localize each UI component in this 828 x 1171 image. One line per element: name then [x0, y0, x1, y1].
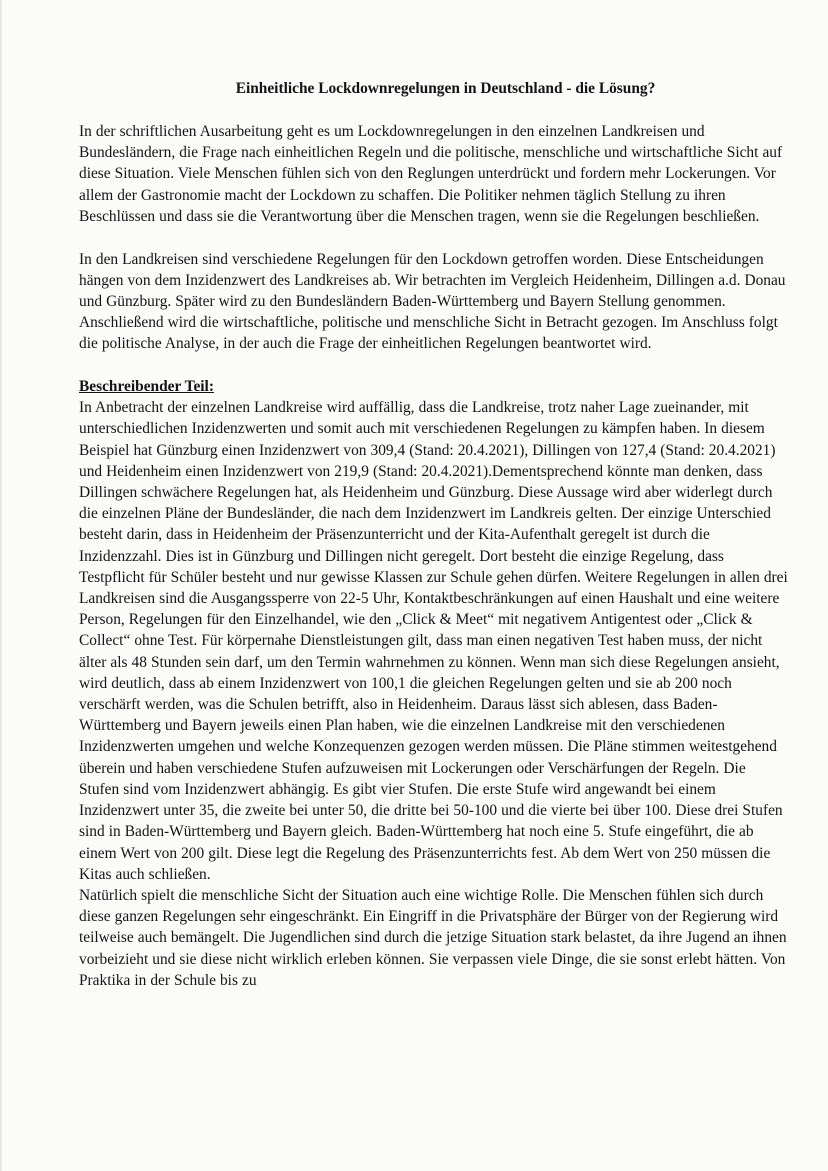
intro-paragraph-2: In den Landkreisen sind verschiedene Regelungen für den Lockdown getroffen worden. Diese Entscheidungen hängen von dem Inzidenzwert des Landkreises ab. Wir betrachten im Vergleich Heidenheim, Dillingen a.d. Donau und Günzburg. Später wird zu den Bundesländern Baden-Württemberg und Bayern Stellung genommen. Anschließend wird die wirtschaftliche, politische und menschliche Sicht in Betracht gezogen. Im Anschluss folgt die politische Analyse, in der auch die Frage der einheitlichen Regelungen beantwortet wird.	[79, 250, 786, 353]
document-title: Einheitliche Lockdownregelungen in Deutschland - die Lösung?	[235, 80, 656, 97]
section-paragraph-2: Natürlich spielt die menschliche Sicht der Situation auch eine wichtige Rolle. Die Menschen fühlen sich durch diese ganzen Regelungen sehr eingeschränkt. Ein Eingriff in die Privatsphäre der Bürger von der Regierung wird teilweise auch bemängelt. Die Jugendlichen sind durch die jetzige Situation stark belastet, da ihre Jugend an ihnen vorbeizieht und sie diese nicht wirklich erleben können. Sie verpassen viele Dinge, die sie sonst erlebt hätten. Von Praktika in der Schule bis zu	[79, 886, 787, 989]
section-paragraph-1: In Anbetracht der einzelnen Landkreise wird auffällig, dass die Landkreise, trotz naher Lage zueinander, mit unterschiedlichen Inzidenzwerten und somit auch mit verschiedenen Regelungen zu kämpfen haben. In diesem Beispiel hat Günzburg einen Inzidenzwert von 309,4 (Stand: 20.4.2021), Dillingen von 127,4 (Stand: 20.4.2021) und Heidenheim einen Inzidenzwert von 219,9 (Stand: 20.4.2021).Dementsprechend könnte man denken, dass Dillingen schwächere Regelungen hat, als Heidenheim und Günzburg. Diese Aussage wird aber widerlegt durch die einzelnen Pläne der Bundesländer, die nach dem Inzidenzwert im Landkreis gelten. Der einzige Unterschied besteht darin, dass in Heidenheim der Präsenzunterricht und der Kita-Aufenthalt geregelt ist durch die Inzidenzzahl. Dies ist in Günzburg und Dillingen nicht geregelt. Dort besteht die einzige Regelung, dass Testpflicht für Schüler besteht und nur gewisse Klassen zur Schule gehen dürfen. Weitere Regelungen in allen drei Landkreisen sind die Ausgangssperre von 22-5 Uhr, Kontaktbeschränkungen auf einen Haushalt und eine weitere Person, Regelungen für den Einzelhandel, wie den „Click & Meet“ mit negativem Antigentest oder „Click & Collect“ ohne Test. Für körpernahe Dienstleistungen gilt, dass man einen negativen Test haben muss, der nicht älter als 48 Stunden sein darf, um den Termin wahrnehmen zu können. Wenn man sich diese Regelungen ansieht, wird deutlich, dass ab einem Inzidenzwert von 100,1 die gleichen Regelungen gelten und sie ab 200 noch verschärft werden, was die Schulen betrifft, also in Heidenheim. Daraus lässt sich ablesen, dass Baden-Württemberg und Bayern jeweils einen Plan haben, wie die einzelnen Landkreise mit den verschiedenen Inzidenzwerten umgehen und welche Konzequenzen gezogen werden müssen. Die Pläne stimmen weitestgehend überein und haben verschiedene Stufen aufzuweisen mit Lockerungen oder Verschärfungen der Regeln. Die Stufen sind vom Inzidenzwert abhängig. Es gibt vier Stufen. Die erste Stufe wird angewandt bei einem Inzidenzwert unter 35, die zweite bei unter 50, die dritte bei 50-100 und die vierte bei über 100. Diese drei Stufen sind in Baden-Württemberg und Bayern gleich. Baden-Württemberg hat noch eine 5. Stufe eingeführt, die ab einem Wert von 200 gilt. Diese legt die Regelung des Präsenzunterrichts fest. Ab dem Wert von 250 müssen die Kitas auch schließen.	[79, 399, 788, 883]
section-heading: Beschreibender Teil:	[79, 378, 214, 396]
page-edge-shadow	[0, 0, 2, 1171]
intro-paragraph-1: In der schriftlichen Ausarbeitung geht es um Lockdownregelungen in den einzelnen Landkreisen und Bundesländern, die Frage nach einheitlichen Regeln und die politische, menschliche und wirtschaftliche Sicht auf diese Situation. Viele Menschen fühlen sich von den Reglungen unterdrückt und fordern mehr Lockerungen. Vor allem der Gastronomie macht der Lockdown zu schaffen. Die Politiker nehmen täglich Stellung zu ihren Beschlüssen und dass sie die Verantwortung über die Menschen tragen, wenn sie die Regelungen beschließen.	[79, 123, 783, 225]
